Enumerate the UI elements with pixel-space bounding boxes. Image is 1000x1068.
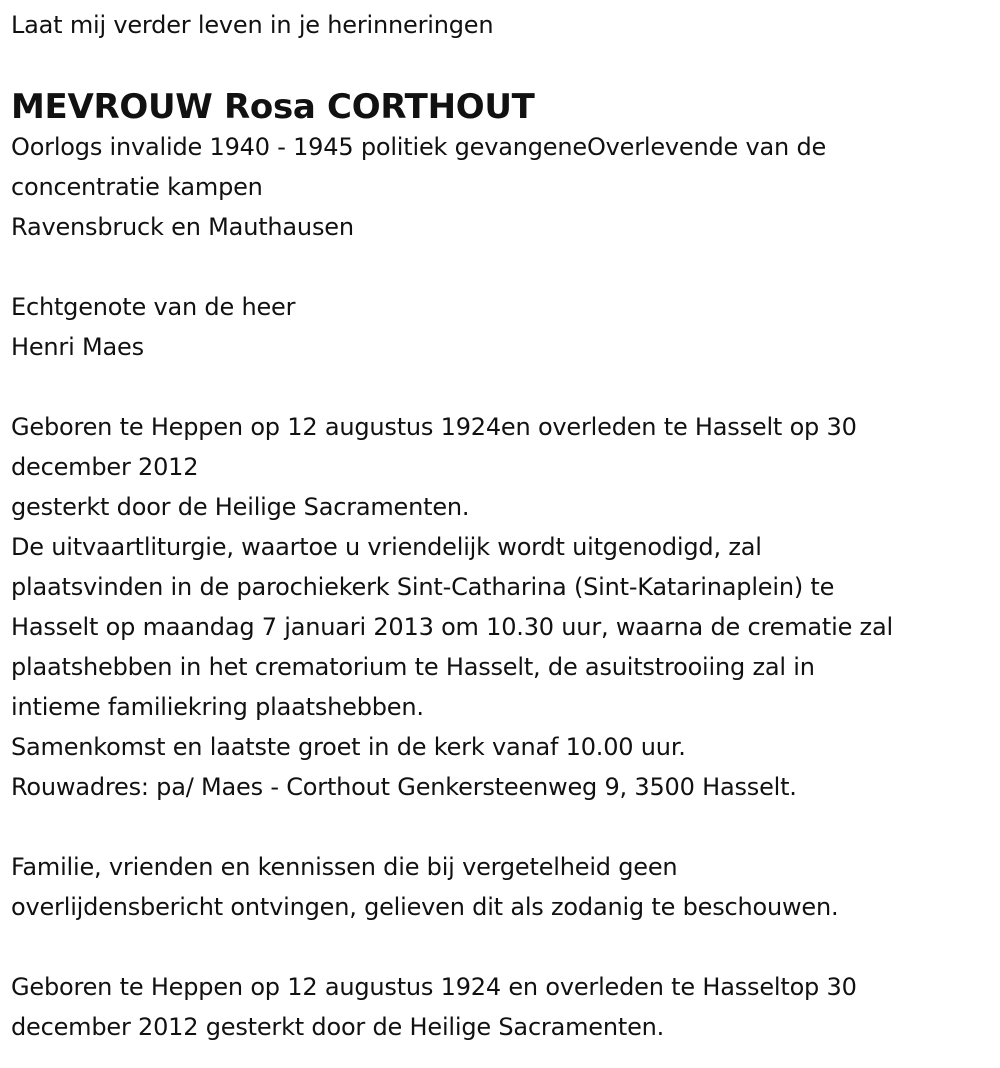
details-line: gesterkt door de Heilige Sacramenten.: [11, 493, 470, 521]
subtitle-line: Ravensbruck en Mauthausen: [11, 213, 354, 241]
details-line: december 2012: [11, 453, 199, 481]
subtitle-line: Oorlogs invalide 1940 - 1945 politiek gevangeneOverlevende van de: [11, 133, 827, 161]
closing-line: Geboren te Heppen op 12 augustus 1924 en overleden te Hasseltop 30: [11, 973, 857, 1001]
deceased-name: MEVROUW Rosa CORTHOUT: [11, 87, 535, 127]
spacer: [11, 927, 996, 967]
details-line: Hasselt op maandag 7 januari 2013 om 10.30 uur, waarna de crematie zal: [11, 613, 893, 641]
spouse-line: Henri Maes: [11, 333, 144, 361]
spacer: [11, 367, 996, 407]
notice-block: [11, 847, 996, 927]
subtitle-block: [11, 127, 996, 247]
details-line: intieme familiekring plaatshebben.: [11, 693, 424, 721]
spacer: [11, 807, 996, 847]
notice-line: Familie, vrienden en kennissen die bij vergetelheid geen: [11, 853, 678, 881]
notice-line: overlijdensbericht ontvingen, gelieven dit als zodanig te beschouwen.: [11, 893, 839, 921]
details-line: De uitvaartliturgie, waartoe u vriendelijk wordt uitgenodigd, zal: [11, 533, 762, 561]
closing-line: december 2012 gesterkt door de Heilige Sacramenten.: [11, 1013, 665, 1041]
spacer: [11, 247, 996, 287]
details-line: plaatshebben in het crematorium te Hasselt, de asuitstrooiing zal in: [11, 653, 815, 681]
obituary-document: [11, 0, 996, 1047]
details-block: [11, 407, 996, 807]
spouse-line: Echtgenote van de heer: [11, 293, 296, 321]
closing-block: [11, 967, 996, 1047]
intro-quote: Laat mij verder leven in je herinneringen: [11, 11, 494, 39]
details-line: Rouwadres: pa/ Maes - Corthout Genkersteenweg 9, 3500 Hasselt.: [11, 773, 797, 801]
details-line: plaatsvinden in de parochiekerk Sint-Catharina (Sint-Katarinaplein) te: [11, 573, 835, 601]
spouse-block: [11, 287, 996, 367]
details-line: Samenkomst en laatste groet in de kerk vanaf 10.00 uur.: [11, 733, 686, 761]
subtitle-line: concentratie kampen: [11, 173, 263, 201]
details-line: Geboren te Heppen op 12 augustus 1924en overleden te Hasselt op 30: [11, 413, 857, 441]
